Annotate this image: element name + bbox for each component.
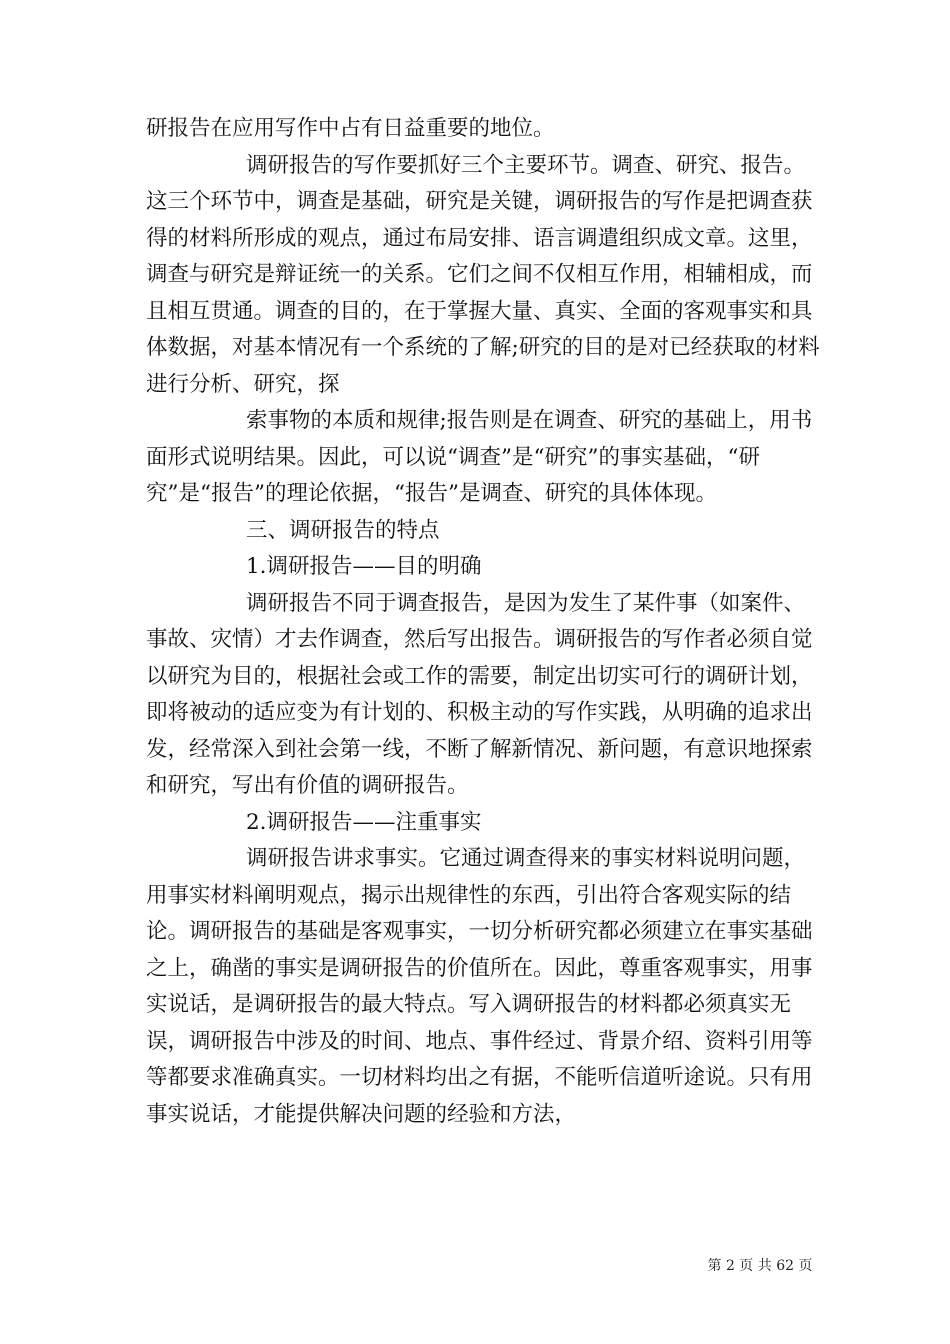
document-body xyxy=(146,111,826,1133)
page-number: 第 2 页 共 62 页 xyxy=(707,1258,813,1274)
paragraph-continuation: 研报告在应用写作中占有日益重要的地位。 xyxy=(146,116,555,141)
paragraph-clear-purpose: 调研报告不同于调查报告，是因为发生了某件事（如案件、事故、灾情）才去作调查，然后写出报告。调研报告的写作者必须自觉以研究为目的，根据社会或工作的需要，制定出切实可行的调研计划，即将被动的适应变为有计划的、积极主动的写作实践，从明确的追求出发，经常深入到社会第一线，不断了解新情况、新问题，有意识地探索和研究，写出有价值的调研报告。 xyxy=(146,590,813,798)
subheading-emphasize-facts: 2.调研报告——注重事实 xyxy=(246,809,482,835)
paragraph-emphasize-facts: 调研报告讲求事实。它通过调查得来的事实材料说明问题，用事实材料阐明观点，揭示出规律性的东西，引出符合客观实际的结论。调研报告的基础是客观事实，一切分析研究都必须建立在事实基础之上，确凿的事实是调研报告的价值所在。因此，尊重客观事实，用事实说话，是调研报告的最大特点。写入调研报告的材料都必须真实无误，调研报告中涉及的时间、地点、事件经过、背景介绍、资料引用等等都要求准确真实。一切材料均出之有据，不能听信道听途说。只有用事实说话，才能提供解决问题的经验和方法， xyxy=(146,846,813,1127)
paragraph-research-nature: 索事物的本质和规律;报告则是在调查、研究的基础上，用书面形式说明结果。因此，可以说“调查”是“研究”的事实基础，“研究”是“报告”的理论依据，“报告”是调查、研究的具体体现。 xyxy=(146,408,813,506)
paragraph-writing-steps: 调研报告的写作要抓好三个主要环节。调查、研究、报告。这三个环节中，调查是基础，研究是关键，调研报告的写作是把调查获得的材料所形成的观点，通过布局安排、语言调遣组织成文章。这里，调查与研究是辩证统一的关系。它们之间不仅相互作用，相辅相成，而且相互贯通。调查的目的，在于掌握大量、真实、全面的客观事实和具体数据，对基本情况有一个系统的了解;研究的目的是对已经获取的材料进行分析、研究，探 xyxy=(146,152,820,397)
subheading-clear-purpose: 1.调研报告——目的明确 xyxy=(246,554,482,579)
page-footer xyxy=(0,1255,950,1275)
section-heading-features: 三、调研报告的特点 xyxy=(246,517,440,543)
